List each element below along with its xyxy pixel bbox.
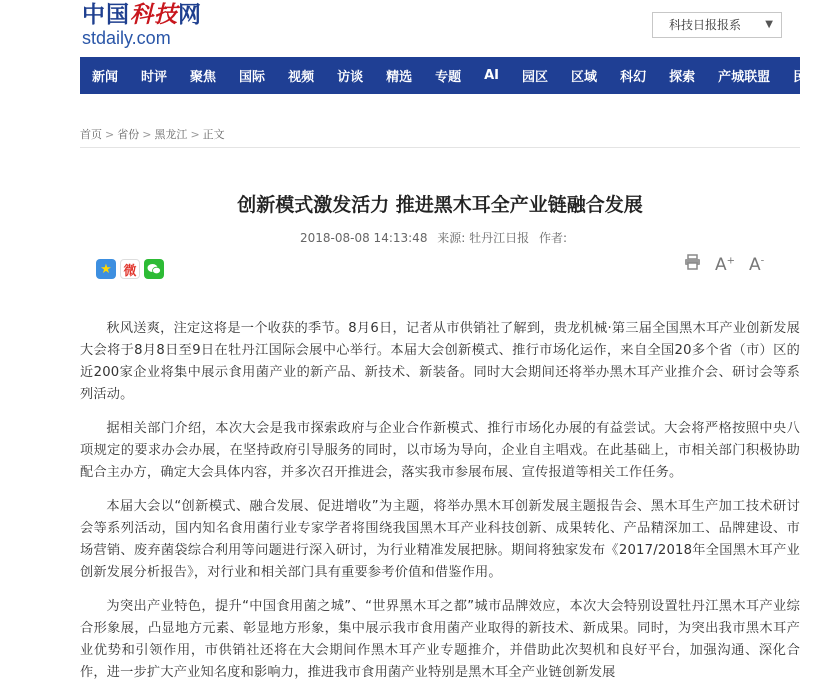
article-author: 作者: [538,231,568,245]
article-tools [684,254,764,275]
article-paragraph: 本届大会以“创新模式、融合发展、促进增收”为主题，将举办黑木耳创新发展主题报告会、黑木耳生产加工技术研讨会等系列活动，国内知名食用菌行业专家学者将围绕我国黑木耳产业科技创新、成果转化、产品精深加工、品牌建设、市场营销、废弃菌袋综合利用等问题进行深入研讨，为行业精准发展把脉。期间将独家发布《2017/2018年全国黑木耳产业创新发展分析报告》，对行业和相关部门具有重要参考价值和借鉴作用。 [80,499,800,580]
article-paragraph: 为突出产业特色，提升“中国食用菌之城”、“世界黑木耳之都”城市品牌效应，本次大会特别设置牡丹江黑木耳产业综合形象展，凸显地方元素、彰显地方形象，集中展示我市食用菌产业取得的新技术、新成果。同时，为突出我市黑木耳产业优势和引领作用，市供销社还将在大会期间作黑木耳产业专题推介，并借助此次契机和良好平台，加强沟通、深化合作，进一步扩大产业知名度和影响力，推进我市食用菌产业特别是黑木耳全产业链创新发展 [80,599,800,680]
nav-item[interactable]: 民生 [793,70,819,85]
breadcrumb-separator: > [105,128,115,141]
nav-item[interactable]: 国际 [239,70,266,85]
nav-item[interactable]: 专题 [435,70,462,85]
site-select-value: 科技日报报系 [669,18,742,32]
nav-item[interactable]: 区域 [571,70,598,85]
article-paragraph: 据相关部门介绍，本次大会是我市探索政府与企业合作新模式、推行市场化办展的有益尝试。大会将严格按照中央八项规定的要求办会办展，在坚持政府引导服务的同时，以市场为导向，企业自主唱戏。在此基础上，市相关部门积极协助配合主办方，确定大会具体内容，并多次召开推进会，落实我市参展布展、宣传报道等相关工作任务。 [80,421,800,480]
nav-item[interactable]: AI [484,68,500,83]
article-title: 创新模式激发活力 推进黑木耳全产业链融合发展 [237,194,643,216]
logo-chinese [82,2,202,28]
article-meta [300,229,573,246]
qzone-icon[interactable]: ★ [96,259,116,279]
font-smaller-label: A [749,255,761,275]
breadcrumb [80,123,800,148]
font-larger-label: A [715,255,727,275]
plus-icon: + [726,255,736,267]
wechat-icon[interactable] [144,259,164,279]
printer-icon[interactable] [684,254,701,275]
main-nav [80,57,819,94]
article-datetime: 2018-08-08 14:13:48 [300,231,428,245]
share-bar [96,259,164,279]
nav-item[interactable]: 访谈 [337,70,364,85]
logo-english: stdaily.com [82,28,171,48]
nav-item[interactable]: 视频 [288,70,315,85]
breadcrumb-separator: > [142,128,152,141]
nav-item[interactable]: 园区 [522,70,549,85]
site-system-select[interactable] [652,12,782,38]
nav-item[interactable]: 产城联盟 [718,70,771,85]
nav-item[interactable]: 科幻 [620,70,647,85]
article-paragraph: 秋风送爽，注定这将是一个收获的季节。8月6日，记者从市供销社了解到，贵龙机械·第三届全国黑木耳产业创新发展大会将于8月8日至9日在牡丹江国际会展中心举行。本届大会创新模式、推行市场化运作，来自全国20多个省（市）区的近200家企业将集中展示食用菌产业的新产品、新技术、新装备。同时大会期间还将举办黑木耳产业推介会、研讨会等系列活动。 [80,321,800,402]
nav-item[interactable]: 探索 [669,70,696,85]
breadcrumb-item[interactable]: 省份 [117,128,140,141]
minus-icon: - [760,255,765,267]
breadcrumb-item[interactable]: 黑龙江 [154,128,188,141]
nav-item[interactable]: 时评 [141,70,168,85]
nav-item[interactable]: 精选 [386,70,413,85]
breadcrumb-item: 正文 [202,128,225,141]
chevron-down-icon: ▼ [765,19,773,30]
font-smaller-button[interactable] [749,255,764,275]
logo-cn-part1: 中国 [82,1,130,28]
site-logo[interactable] [82,2,202,48]
breadcrumb-item[interactable]: 首页 [80,128,102,141]
article-body [80,318,800,696]
logo-cn-part3: 网 [178,1,202,28]
weibo-icon[interactable]: 微 [120,259,140,279]
font-larger-button[interactable] [715,255,735,275]
logo-cn-part2: 科技 [130,1,178,28]
nav-item[interactable]: 新闻 [92,70,119,85]
article-source: 来源: 牡丹江日报 [437,231,530,245]
breadcrumb-separator: > [190,128,200,141]
nav-item[interactable]: 聚焦 [190,70,217,85]
